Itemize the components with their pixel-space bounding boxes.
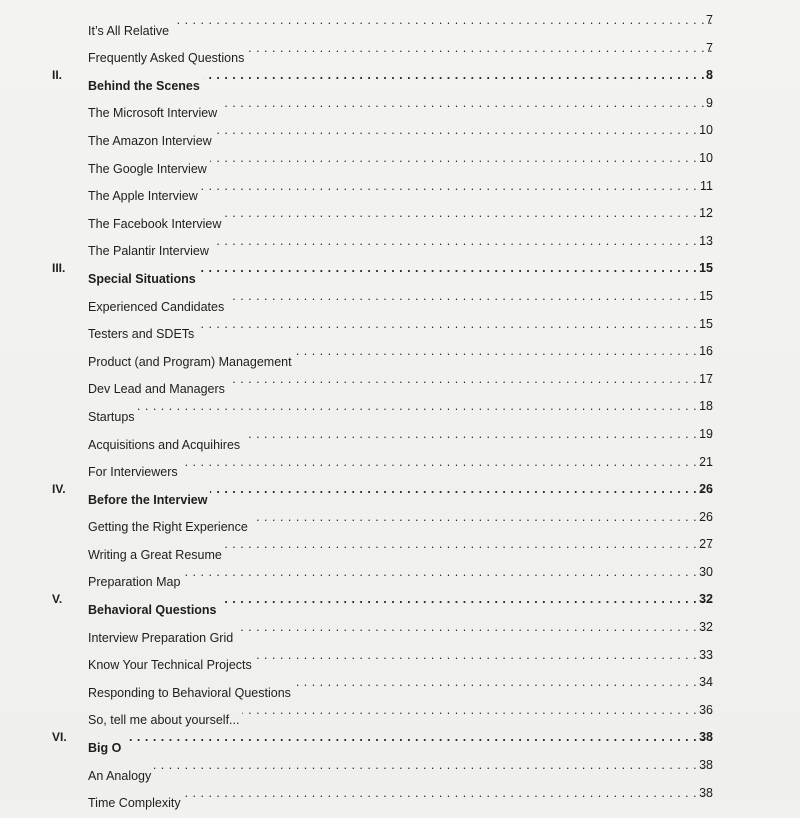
page-number: 12: [699, 206, 713, 221]
page-number: 7: [706, 13, 713, 27]
toc-section-row[interactable]: [0, 559, 800, 590]
toc-section-row[interactable]: [0, 669, 800, 700]
section-title: Startups: [88, 409, 135, 424]
chapter-number: V.: [52, 592, 63, 607]
section-title: The Amazon Interview: [88, 133, 212, 148]
section-title: Getting the Right Experience: [88, 520, 248, 535]
dot-leader: [295, 338, 713, 366]
dot-leader: [124, 724, 713, 752]
toc-section-row[interactable]: [0, 614, 800, 645]
page-number: 15: [699, 316, 713, 331]
page-number: 18: [699, 399, 713, 414]
toc-chapter-row[interactable]: [0, 62, 800, 93]
dot-leader: [138, 393, 713, 421]
page-number: 30: [699, 564, 713, 579]
page-number: 19: [699, 426, 713, 441]
chapter-number: II.: [52, 68, 63, 83]
section-title: Interview Preparation Grid: [88, 630, 234, 645]
toc-section-row[interactable]: [0, 393, 800, 424]
page-number: 9: [706, 95, 713, 110]
toc-section-row[interactable]: [0, 780, 800, 811]
toc-section-row[interactable]: [0, 642, 800, 673]
chapter-title: Behind the Scenes: [88, 78, 200, 93]
page-number: 32: [699, 620, 713, 635]
dot-leader: [220, 90, 713, 118]
toc-section-row[interactable]: [0, 504, 800, 535]
page-number: 38: [699, 730, 713, 745]
toc-section-row[interactable]: [0, 311, 800, 342]
section-title: Preparation Map: [88, 575, 181, 590]
page-number: 11: [700, 178, 713, 193]
dot-leader: [224, 200, 713, 228]
table-of-contents: [0, 7, 800, 811]
page-number: 10: [699, 123, 713, 138]
chapter-number: IV.: [52, 482, 66, 497]
dot-leader: [215, 117, 713, 145]
toc-section-row[interactable]: [0, 449, 800, 480]
section-title: Responding to Behavioral Questions: [88, 685, 291, 700]
section-title: The Apple Interview: [88, 189, 198, 204]
chapter-number: VI.: [52, 730, 67, 745]
dot-leader: [228, 366, 713, 394]
toc-section-row[interactable]: [0, 145, 800, 176]
section-title: Dev Lead and Managers: [88, 382, 225, 397]
page-number: 8: [706, 68, 713, 83]
dot-leader: [197, 311, 713, 339]
page-number: 17: [699, 371, 713, 386]
toc-chapter-row[interactable]: [0, 724, 800, 756]
page-number: 38: [699, 785, 713, 800]
dot-leader: [203, 62, 713, 90]
chapter-title: Big O: [88, 741, 122, 756]
chapter-title: Before the Interview: [88, 492, 208, 507]
toc-chapter-row[interactable]: [0, 476, 800, 507]
dot-leader: [242, 697, 713, 725]
page-number: 36: [699, 702, 713, 717]
toc-section-row[interactable]: [0, 421, 800, 452]
dot-leader: [255, 642, 713, 670]
section-title: The Palantir Interview: [88, 244, 209, 259]
dot-leader: [181, 449, 713, 477]
section-title: It’s All Relative: [88, 23, 170, 38]
page-number: 32: [699, 592, 713, 607]
page-number: 15: [699, 288, 713, 303]
page-number: 10: [699, 150, 713, 165]
section-title: Product (and Program) Management: [88, 354, 292, 369]
toc-section-row[interactable]: [0, 283, 800, 314]
toc-section-row[interactable]: [0, 200, 800, 231]
section-title: So, tell me about yourself...: [88, 713, 240, 728]
dot-leader: [236, 614, 713, 642]
toc-section-row[interactable]: [0, 117, 800, 148]
dot-leader: [210, 145, 713, 173]
toc-section-row[interactable]: [0, 752, 800, 783]
toc-section-row[interactable]: [0, 228, 800, 259]
dot-leader: [243, 421, 713, 449]
section-title: An Analogy: [88, 768, 152, 783]
page-number: 16: [699, 344, 713, 359]
section-title: Know Your Technical Projects: [88, 658, 252, 673]
section-title: The Microsoft Interview: [88, 106, 218, 121]
toc-chapter-row[interactable]: [0, 255, 800, 286]
toc-section-row[interactable]: [0, 173, 800, 204]
toc-section-row[interactable]: [0, 7, 800, 38]
dot-leader: [251, 504, 713, 532]
toc-entry: [88, 780, 713, 818]
dot-leader: [154, 752, 713, 780]
page-number: 13: [699, 233, 713, 248]
dot-leader: [201, 173, 713, 201]
section-title: The Facebook Interview: [88, 216, 222, 231]
page-number: 26: [699, 509, 713, 524]
section-title: For Interviewers: [88, 465, 178, 480]
page-number: 38: [699, 758, 713, 773]
dot-leader: [220, 586, 713, 614]
section-title: Experienced Candidates: [88, 299, 225, 314]
chapter-number: III.: [52, 261, 66, 276]
section-title: Writing a Great Resume: [88, 547, 222, 562]
dot-leader: [212, 228, 713, 256]
toc-section-row[interactable]: [0, 697, 800, 728]
dot-leader: [247, 35, 713, 63]
dot-leader: [225, 531, 713, 559]
section-title: Frequently Asked Questions: [88, 51, 245, 66]
page-number: 34: [699, 675, 713, 690]
toc-section-row[interactable]: [0, 338, 800, 369]
page-number: 21: [699, 454, 713, 469]
toc-chapter-row[interactable]: [0, 586, 800, 618]
toc-section-row[interactable]: [0, 531, 800, 562]
dot-leader: [183, 559, 713, 587]
toc-section-row[interactable]: [0, 35, 800, 66]
chapter-title: Behavioral Questions: [88, 603, 217, 618]
page-number: 26: [699, 482, 713, 497]
dot-leader: [199, 255, 713, 283]
dot-leader: [184, 780, 713, 808]
section-title: The Google Interview: [88, 161, 207, 176]
toc-section-row[interactable]: [0, 90, 800, 121]
page-number: 15: [699, 261, 713, 276]
dot-leader: [172, 7, 713, 35]
page-number: 33: [699, 647, 713, 662]
page-number: 7: [706, 40, 713, 55]
dot-leader: [294, 669, 713, 697]
section-title: Time Complexity: [88, 796, 181, 811]
section-title: Testers and SDETs: [88, 327, 195, 342]
toc-section-row[interactable]: [0, 366, 800, 397]
dot-leader: [227, 283, 713, 311]
chapter-title: Special Situations: [88, 271, 196, 286]
dot-leader: [210, 476, 713, 504]
section-title: Acquisitions and Acquihires: [88, 437, 241, 452]
page-number: 27: [699, 537, 713, 552]
